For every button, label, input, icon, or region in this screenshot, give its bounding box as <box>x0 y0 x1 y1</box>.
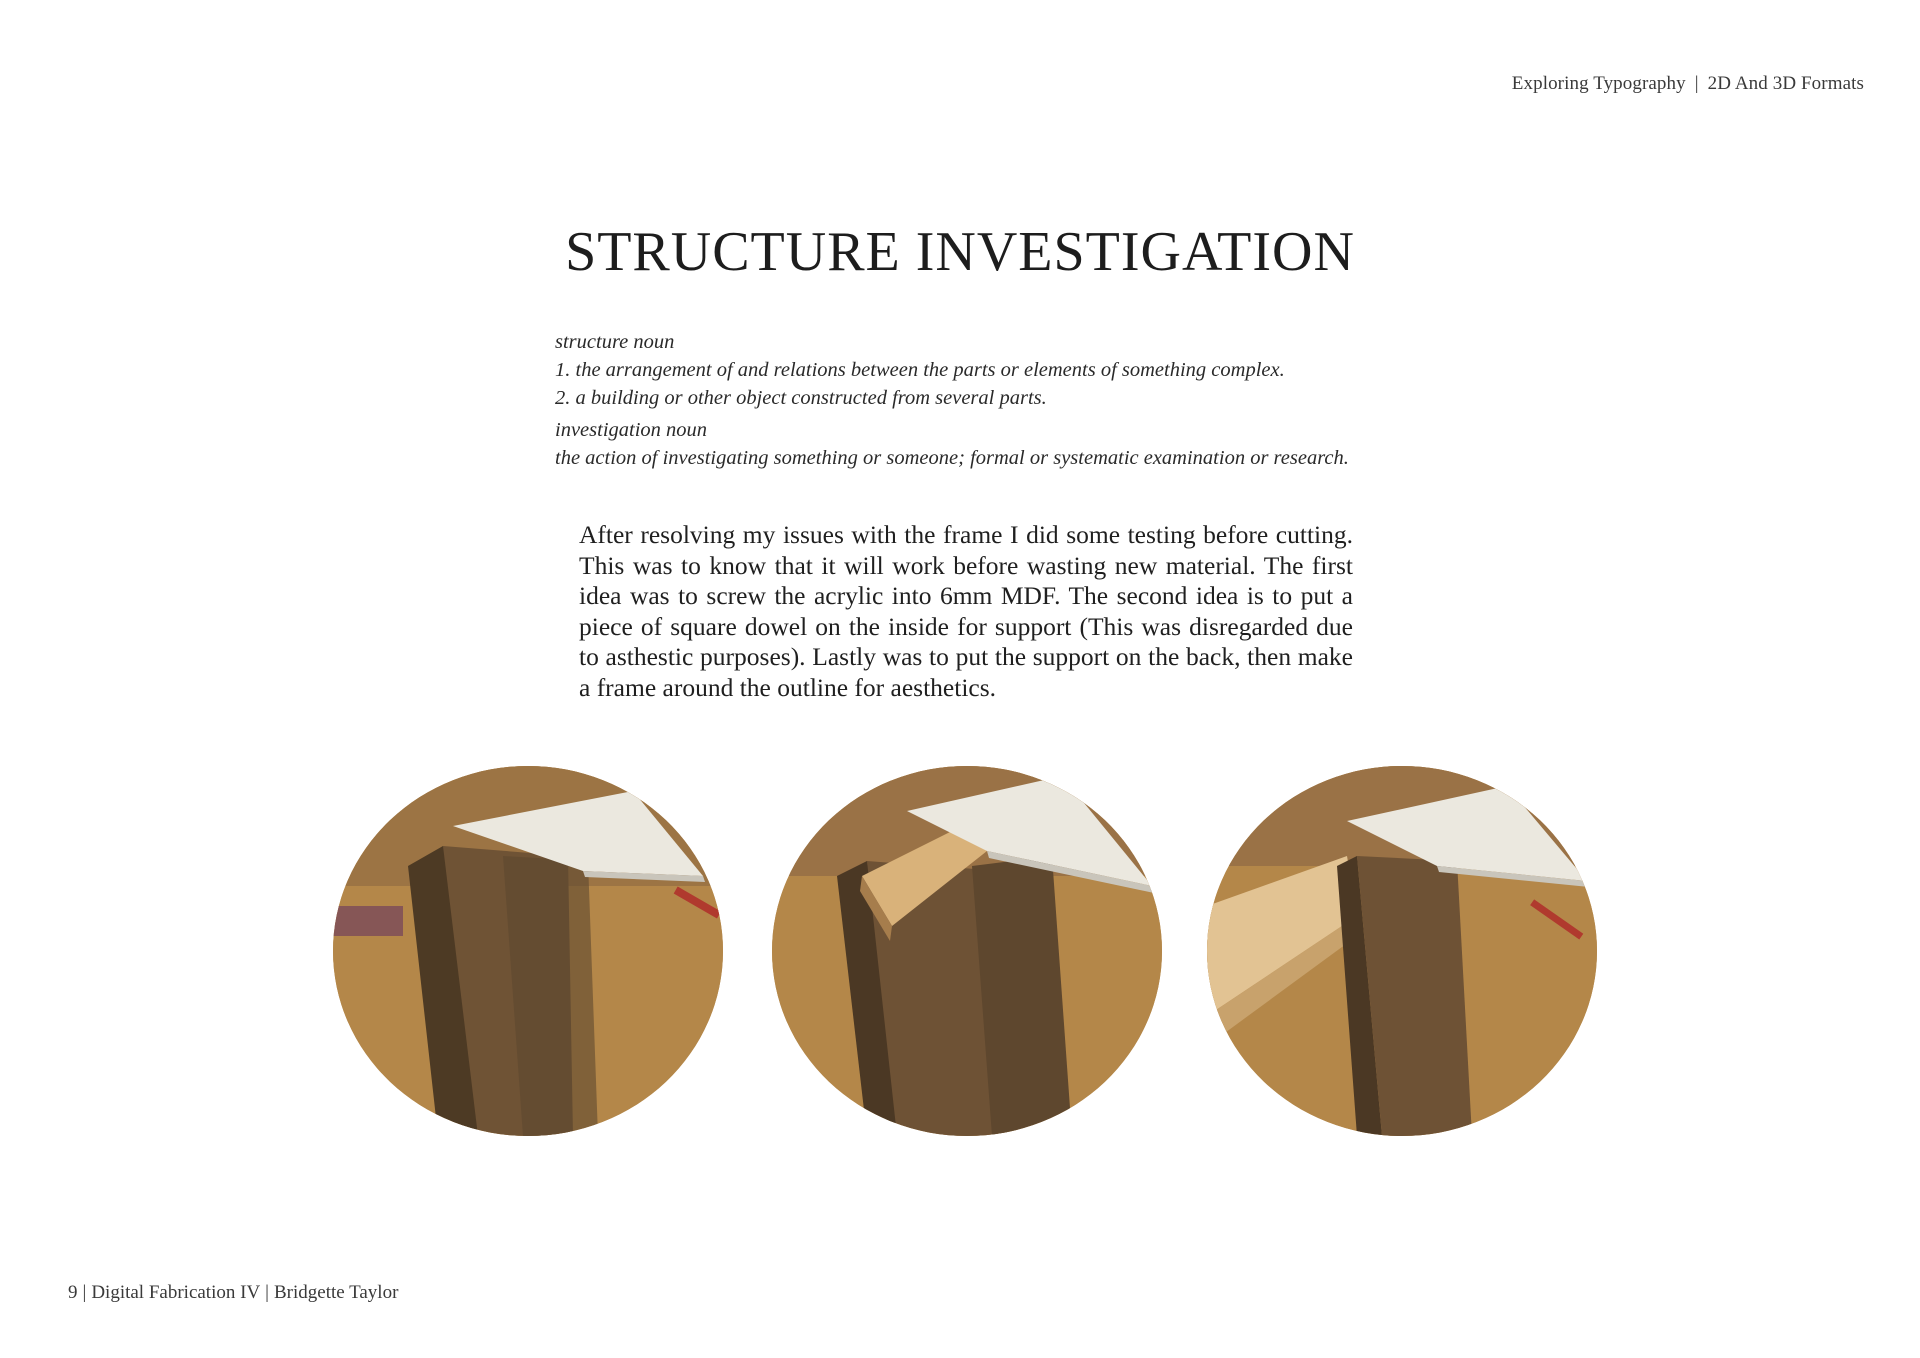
body-paragraph: After resolving my issues with the frame I did some testing before cutting. This was to know that it will work before wasting new material. The first idea was to screw the acrylic into 6mm MDF. The second idea is to put a piece of square dowel on the inside for support (This was disregarded due to asthestic purposes). Lastly was to put the support on the back, then make a frame around the outline for aesthetics. <box>579 520 1353 702</box>
definition-line: the action of investigating something or someone; formal or systematic examination or research. <box>555 447 1349 469</box>
footer-course: Digital Fabrication IV <box>91 1282 261 1303</box>
definition-investigation <box>555 416 1435 472</box>
header-section: 2D And 3D Formats <box>1707 73 1864 94</box>
definition-line: 2. a building or other object constructed from several parts. <box>555 387 1047 409</box>
photo-back-support-image <box>1207 766 1597 1136</box>
photo-mdf-screw-image <box>333 766 723 1136</box>
photo-mdf-screw-test <box>333 766 723 1136</box>
definition-term: investigation noun <box>555 419 708 441</box>
photo-row <box>333 766 1597 1136</box>
page-header <box>1512 73 1864 95</box>
photo-back-support-test <box>1207 766 1597 1136</box>
footer-separator: | <box>82 1282 87 1303</box>
header-separator: | <box>1694 73 1699 94</box>
definition-structure <box>555 328 1435 412</box>
definition-line: 1. the arrangement of and relations between the parts or elements of something complex. <box>555 359 1285 381</box>
footer-separator: | <box>265 1282 269 1303</box>
header-doc-title: Exploring Typography <box>1511 73 1686 94</box>
footer-page-number: 9 <box>68 1282 78 1303</box>
definitions <box>555 328 1435 472</box>
definition-term: structure noun <box>555 331 675 353</box>
page-footer <box>68 1282 398 1304</box>
photo-square-dowel-test <box>772 766 1162 1136</box>
photo-square-dowel-image <box>772 766 1162 1136</box>
page-title: STRUCTURE INVESTIGATION <box>565 221 1355 283</box>
footer-author: Bridgette Taylor <box>273 1282 399 1303</box>
